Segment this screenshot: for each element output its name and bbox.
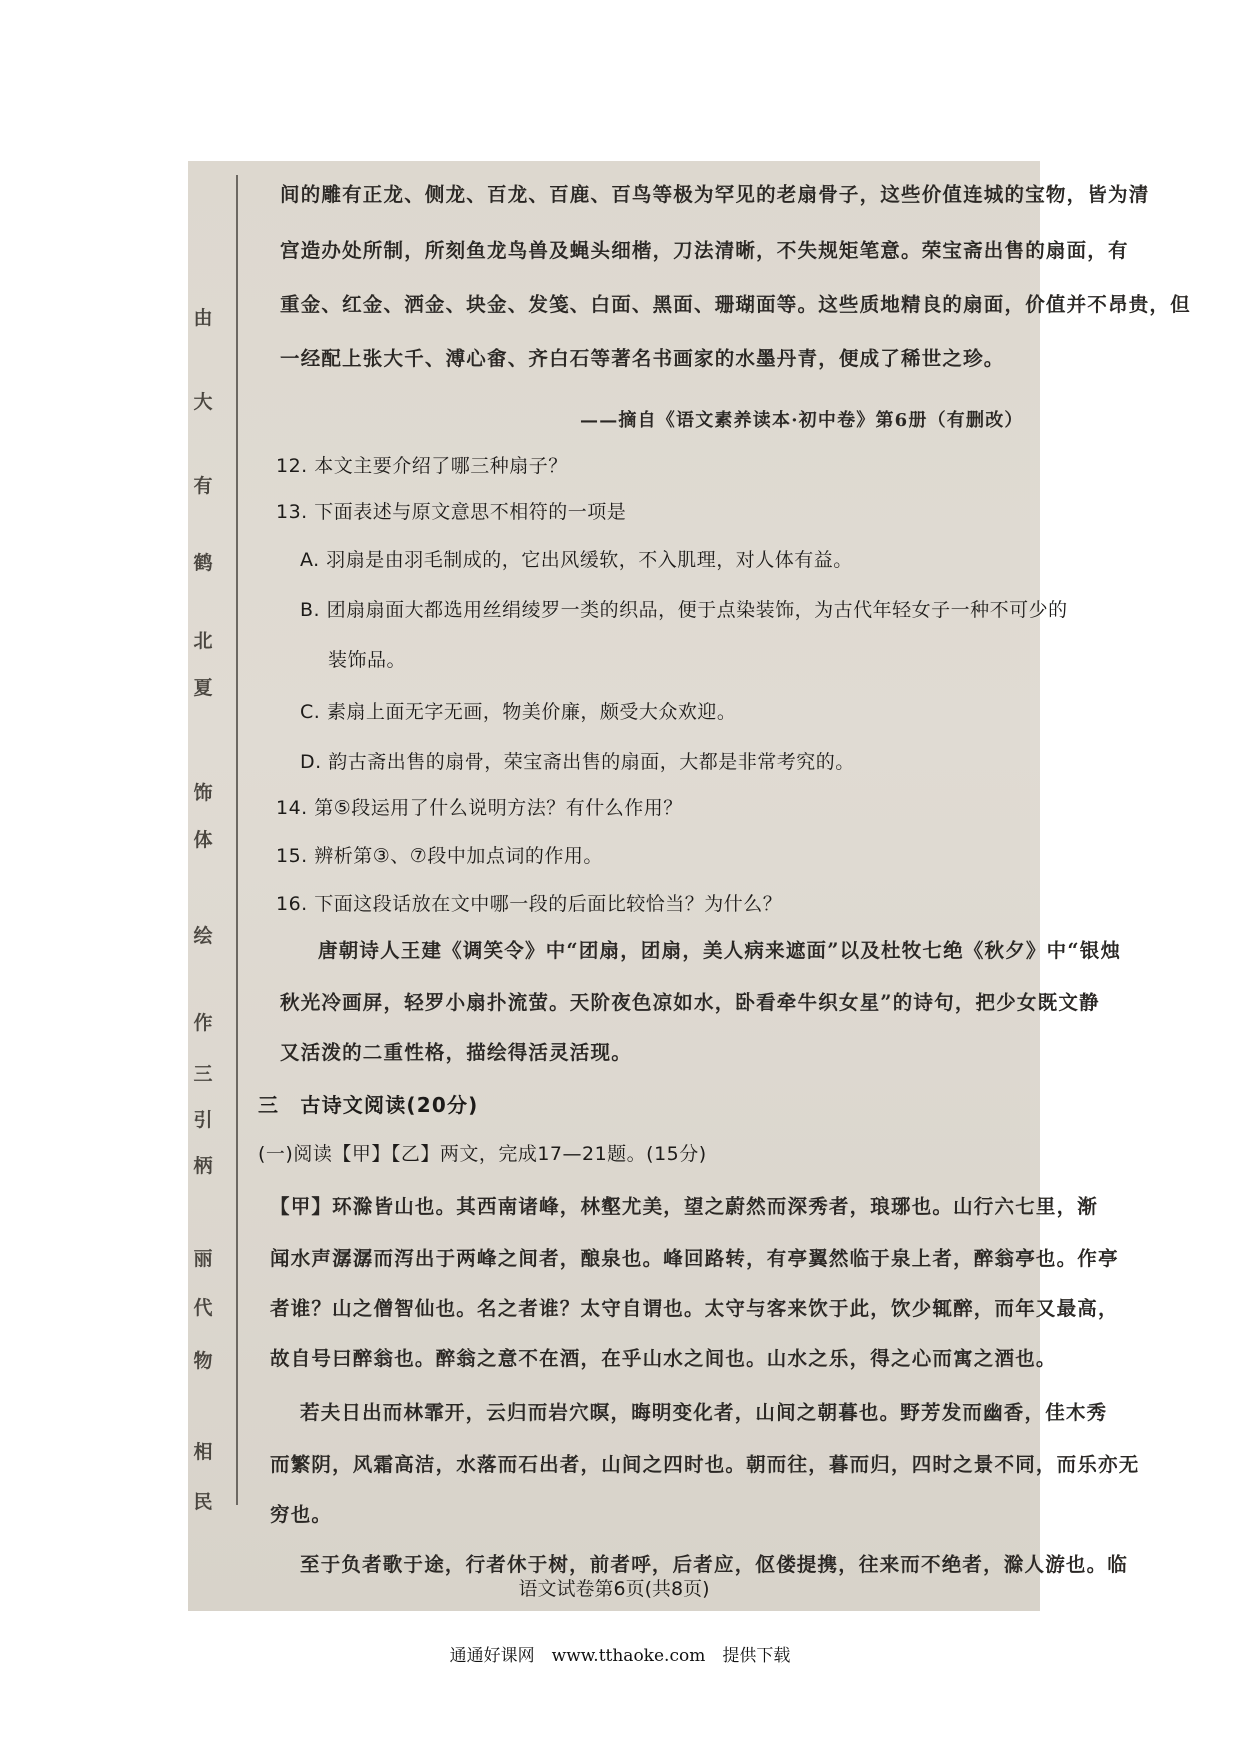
classical-text-line: 【甲】环滁皆山也。其西南诸峰，林壑尤美，望之蔚然而深秀者，琅琊也。山行六七里，渐 (270, 1195, 1099, 1218)
margin-char: 夏 (193, 677, 213, 699)
margin-char: 由 (193, 307, 213, 329)
option-c: C. 素扇上面无字无画，物美价廉，颇受大众欢迎。 (300, 701, 737, 723)
classical-text-line: 至于负者歌于途，行者休于树，前者呼，后者应，伛偻提携，往来而不绝者，滁人游也。临 (300, 1553, 1129, 1576)
passage-line: 间的雕有正龙、侧龙、百龙、百鹿、百鸟等极为罕见的老扇骨子，这些价值连城的宝物，皆为清 (280, 183, 1150, 206)
classical-text-line: 穷也。 (270, 1503, 333, 1526)
option-b: B. 团扇扇面大都选用丝绢绫罗一类的织品，便于点染装饰，为古代年轻女子一种不可少的 (300, 599, 1068, 621)
question-13: 13. 下面表述与原文意思不相符的一项是 (276, 501, 627, 523)
question-15: 15. 辨析第③、⑦段中加点词的作用。 (276, 845, 603, 867)
margin-char: 柄 (193, 1155, 213, 1177)
margin-char: 民 (193, 1491, 213, 1513)
margin-char: 代 (193, 1297, 213, 1319)
margin-char: 物 (193, 1350, 213, 1372)
margin-char: 有 (193, 475, 213, 497)
passage-line: 宫造办处所制，所刻鱼龙鸟兽及蝇头细楷，刀法清晰，不失规矩笔意。荣宝斋出售的扇面，有 (280, 239, 1129, 262)
question-14: 14. 第⑤段运用了什么说明方法？有什么作用？ (276, 797, 683, 819)
passage-source: ——摘自《语文素养读本·初中卷》第6册（有删改） (580, 410, 1024, 431)
margin-char: 相 (193, 1441, 213, 1463)
classical-text-line: 而繁阴，风霜高洁，水落而石出者，山间之四时也。朝而往，暮而归，四时之景不同，而乐亦无 (270, 1453, 1140, 1476)
option-d: D. 韵古斋出售的扇骨，荣宝斋出售的扇面，大都是非常考究的。 (300, 751, 855, 773)
classical-text-line: 若夫日出而林霏开，云归而岩穴暝，晦明变化者，山间之朝暮也。野芳发而幽香，佳木秀 (300, 1401, 1108, 1424)
passage-line: 一经配上张大千、溥心畬、齐白石等著名书画家的水墨丹青，便成了稀世之珍。 (280, 347, 1005, 370)
classical-text-line: 闻水声潺潺而泻出于两峰之间者，酿泉也。峰回路转，有亭翼然临于泉上者，醉翁亭也。作亭 (270, 1247, 1119, 1270)
question-16: 16. 下面这段话放在文中哪一段的后面比较恰当？为什么？ (276, 893, 783, 915)
classical-text-line: 者谁？山之僧智仙也。名之者谁？太守自谓也。太守与客来饮于此，饮少辄醉，而年又最高， (270, 1297, 1119, 1320)
margin-char: 体 (193, 829, 213, 851)
page-number-footer: 语文试卷第6页(共8页) (518, 1578, 710, 1600)
left-margin-bleed-text (188, 161, 218, 1611)
classical-text-line: 故自号曰醉翁也。醉翁之意不在酒，在乎山水之间也。山水之乐，得之心而寓之酒也。 (270, 1347, 1057, 1370)
q16-quote-line: 秋光冷画屏，轻罗小扇扑流萤。天阶夜色凉如水，卧看牵牛织女星”的诗句，把少女既文静 (280, 991, 1100, 1014)
margin-char: 丽 (193, 1248, 213, 1270)
exam-page-photo (188, 161, 1191, 1611)
margin-char: 大 (193, 391, 213, 413)
option-b-cont: 装饰品。 (328, 649, 407, 671)
margin-char: 北 (193, 630, 213, 652)
question-12: 12. 本文主要介绍了哪三种扇子？ (276, 455, 568, 477)
section-3-instruction: (一)阅读【甲】【乙】两文，完成17—21题。(15分) (258, 1143, 707, 1165)
passage-line: 重金、红金、洒金、块金、发笺、白面、黑面、珊瑚面等。这些质地精良的扇面，价值并不昂贵，但 (280, 293, 1191, 316)
option-a: A. 羽扇是由羽毛制成的，它出风缓软，不入肌理，对人体有益。 (300, 549, 853, 571)
margin-char: 三 (193, 1063, 213, 1085)
margin-char: 作 (193, 1012, 213, 1034)
margin-char: 饰 (193, 782, 213, 804)
section-3-title: 三 古诗文阅读(20分) (258, 1093, 479, 1117)
q16-quote-line: 唐朝诗人王建《调笑令》中“团扇，团扇，美人病来遮面”以及杜牧七绝《秋夕》中“银烛 (318, 939, 1122, 962)
margin-char: 绘 (193, 925, 213, 947)
margin-char: 鹤 (193, 552, 213, 574)
margin-char: 引 (193, 1109, 213, 1131)
binding-fold-line (236, 175, 238, 1505)
download-credit: 通通好课网 www.tthaoke.com 提供下载 (449, 1646, 791, 1666)
q16-quote-line: 又活泼的二重性格，描绘得活灵活现。 (280, 1041, 632, 1064)
